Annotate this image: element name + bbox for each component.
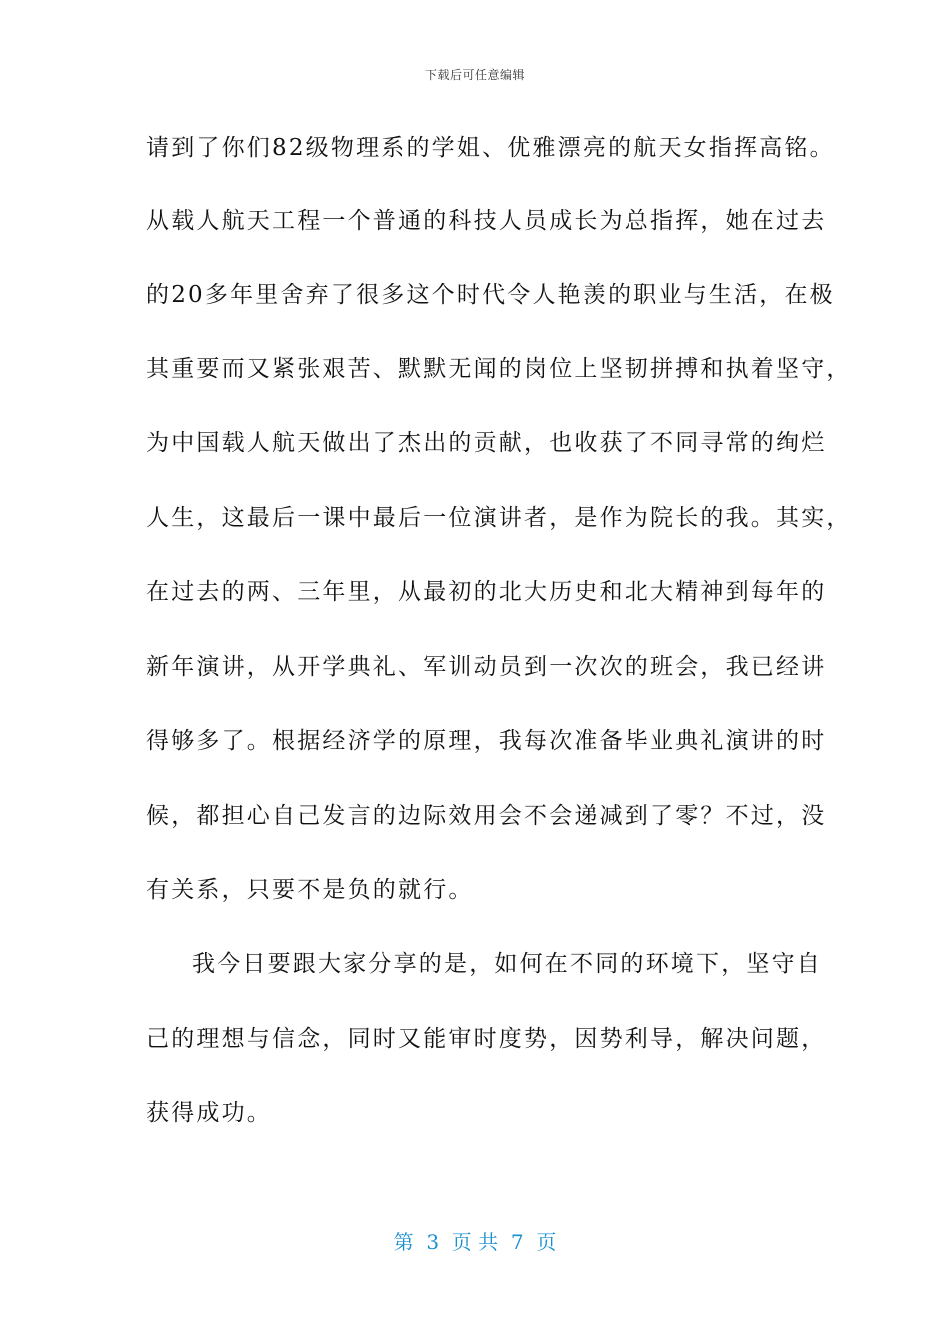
body-line: 己的理想与信念，同时又能审时度势，因势利导，解决问题， [146,1026,827,1052]
body-line: 的20多年里舍弃了很多这个时代令人艳羡的职业与生活，在极 [146,282,835,308]
document-header-note: 下载后可任意编辑 [424,68,525,82]
body-line: 获得成功。 [146,1100,272,1126]
body-line: 新年演讲，从开学典礼、军训动员到一次次的班会，我已经讲 [146,654,827,680]
body-line: 有关系，只要不是负的就行。 [146,877,474,903]
body-line: 其重要而又紧张艰苦、默默无闻的岗位上坚韧拼搏和执着坚守， [146,356,852,382]
body-line: 得够多了。根据经济学的原理，我每次准备毕业典礼演讲的时 [146,728,827,754]
body-line: 人生，这最后一课中最后一位演讲者，是作为院长的我。其实， [146,505,852,531]
body-line: 从载人航天工程一个普通的科技人员成长为总指挥，她在过去 [146,208,827,234]
body-line: 为中国载人航天做出了杰出的贡献，也收获了不同寻常的绚烂 [146,430,827,456]
body-line: 在过去的两、三年里，从最初的北大历史和北大精神到每年的 [146,579,827,605]
body-line: 候，都担心自己发言的边际效用会不会递减到了零？不过，没 [146,803,827,829]
body-line: 请到了你们82级物理系的学姐、优雅漂亮的航天女指挥高铭。 [146,135,835,161]
page-number-footer: 第 3 页 共 7 页 [393,1230,557,1254]
paragraph-first-line: 我今日要跟大家分享的是，如何在不同的环境下，坚守自 [192,951,822,977]
